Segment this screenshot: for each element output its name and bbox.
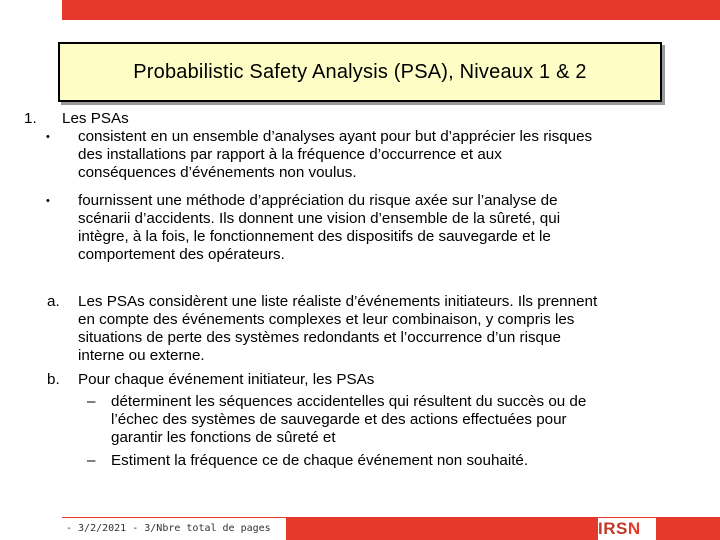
item-letter: a. [47, 293, 60, 310]
bullet-item [46, 192, 686, 264]
logo-text-accent: N [627, 519, 641, 538]
section-title: Les PSAs [62, 110, 129, 127]
section-number: 1. [24, 110, 37, 127]
item-text [78, 293, 707, 365]
list-item-b [47, 371, 707, 389]
text-line: des installations par rapport à la fréquence d’occurrence et aux [78, 146, 502, 163]
list-item-a [47, 293, 707, 365]
text-line: fournissent une méthode d’appréciation du risque axée sur l’analyse de [78, 192, 558, 209]
text-line: garantir les fonctions de sûreté et [111, 429, 336, 446]
text-line: interne ou externe. [78, 347, 205, 364]
item-text [78, 371, 707, 389]
text-line: conséquences d’événements non voulus. [78, 164, 357, 181]
bullet-text [78, 192, 686, 264]
footer-date-label: - 3/2/2021 - 3/Nbre total de pages [62, 518, 286, 540]
sub-item [87, 393, 687, 447]
irsn-logo [598, 518, 656, 540]
sub-item-text [111, 393, 687, 447]
bullet-item [46, 128, 686, 182]
sub-item-text [111, 452, 687, 470]
slide-title: Probabilistic Safety Analysis (PSA), Niveaux 1 & 2 [133, 60, 587, 83]
text-line: déterminent les séquences accidentelles qui résultent du succès ou de [111, 393, 587, 410]
item-letter: b. [47, 371, 60, 388]
dash-mark: – [87, 452, 96, 469]
text-line: intègre, à la fois, le fonctionnement des dispositifs de sauvegarde et le [78, 228, 551, 245]
text-line: Pour chaque événement initiateur, les PSAs [78, 371, 375, 388]
dash-mark: – [87, 393, 96, 410]
bullet-text [78, 128, 686, 182]
text-line: en compte des événements complexes et leur combinaison, y compris les [78, 311, 575, 328]
section-heading [24, 110, 129, 128]
title-box [58, 42, 662, 102]
text-line: situations de perte des systèmes redondants et l’occurrence d’un risque [78, 329, 561, 346]
text-line: scénarii d’accidents. Ils donnent une vision d’ensemble de la sûreté, qui [78, 210, 561, 227]
sub-item [87, 452, 687, 470]
text-line: Estiment la fréquence ce de chaque événement non souhaité. [111, 452, 529, 469]
text-line: comportement des opérateurs. [78, 246, 285, 263]
top-red-bar [62, 0, 720, 20]
text-line: Les PSAs considèrent une liste réaliste d’événements initiateurs. Ils prennent [78, 293, 598, 310]
logo-text: IRS [598, 519, 628, 538]
bullet-mark: • [46, 131, 50, 143]
bullet-mark: • [46, 195, 50, 207]
text-line: l’échec des systèmes de sauvegarde et des actions effectuées pour [111, 411, 567, 428]
text-line: consistent en un ensemble d’analyses ayant pour but d’apprécier les risques [78, 128, 593, 145]
